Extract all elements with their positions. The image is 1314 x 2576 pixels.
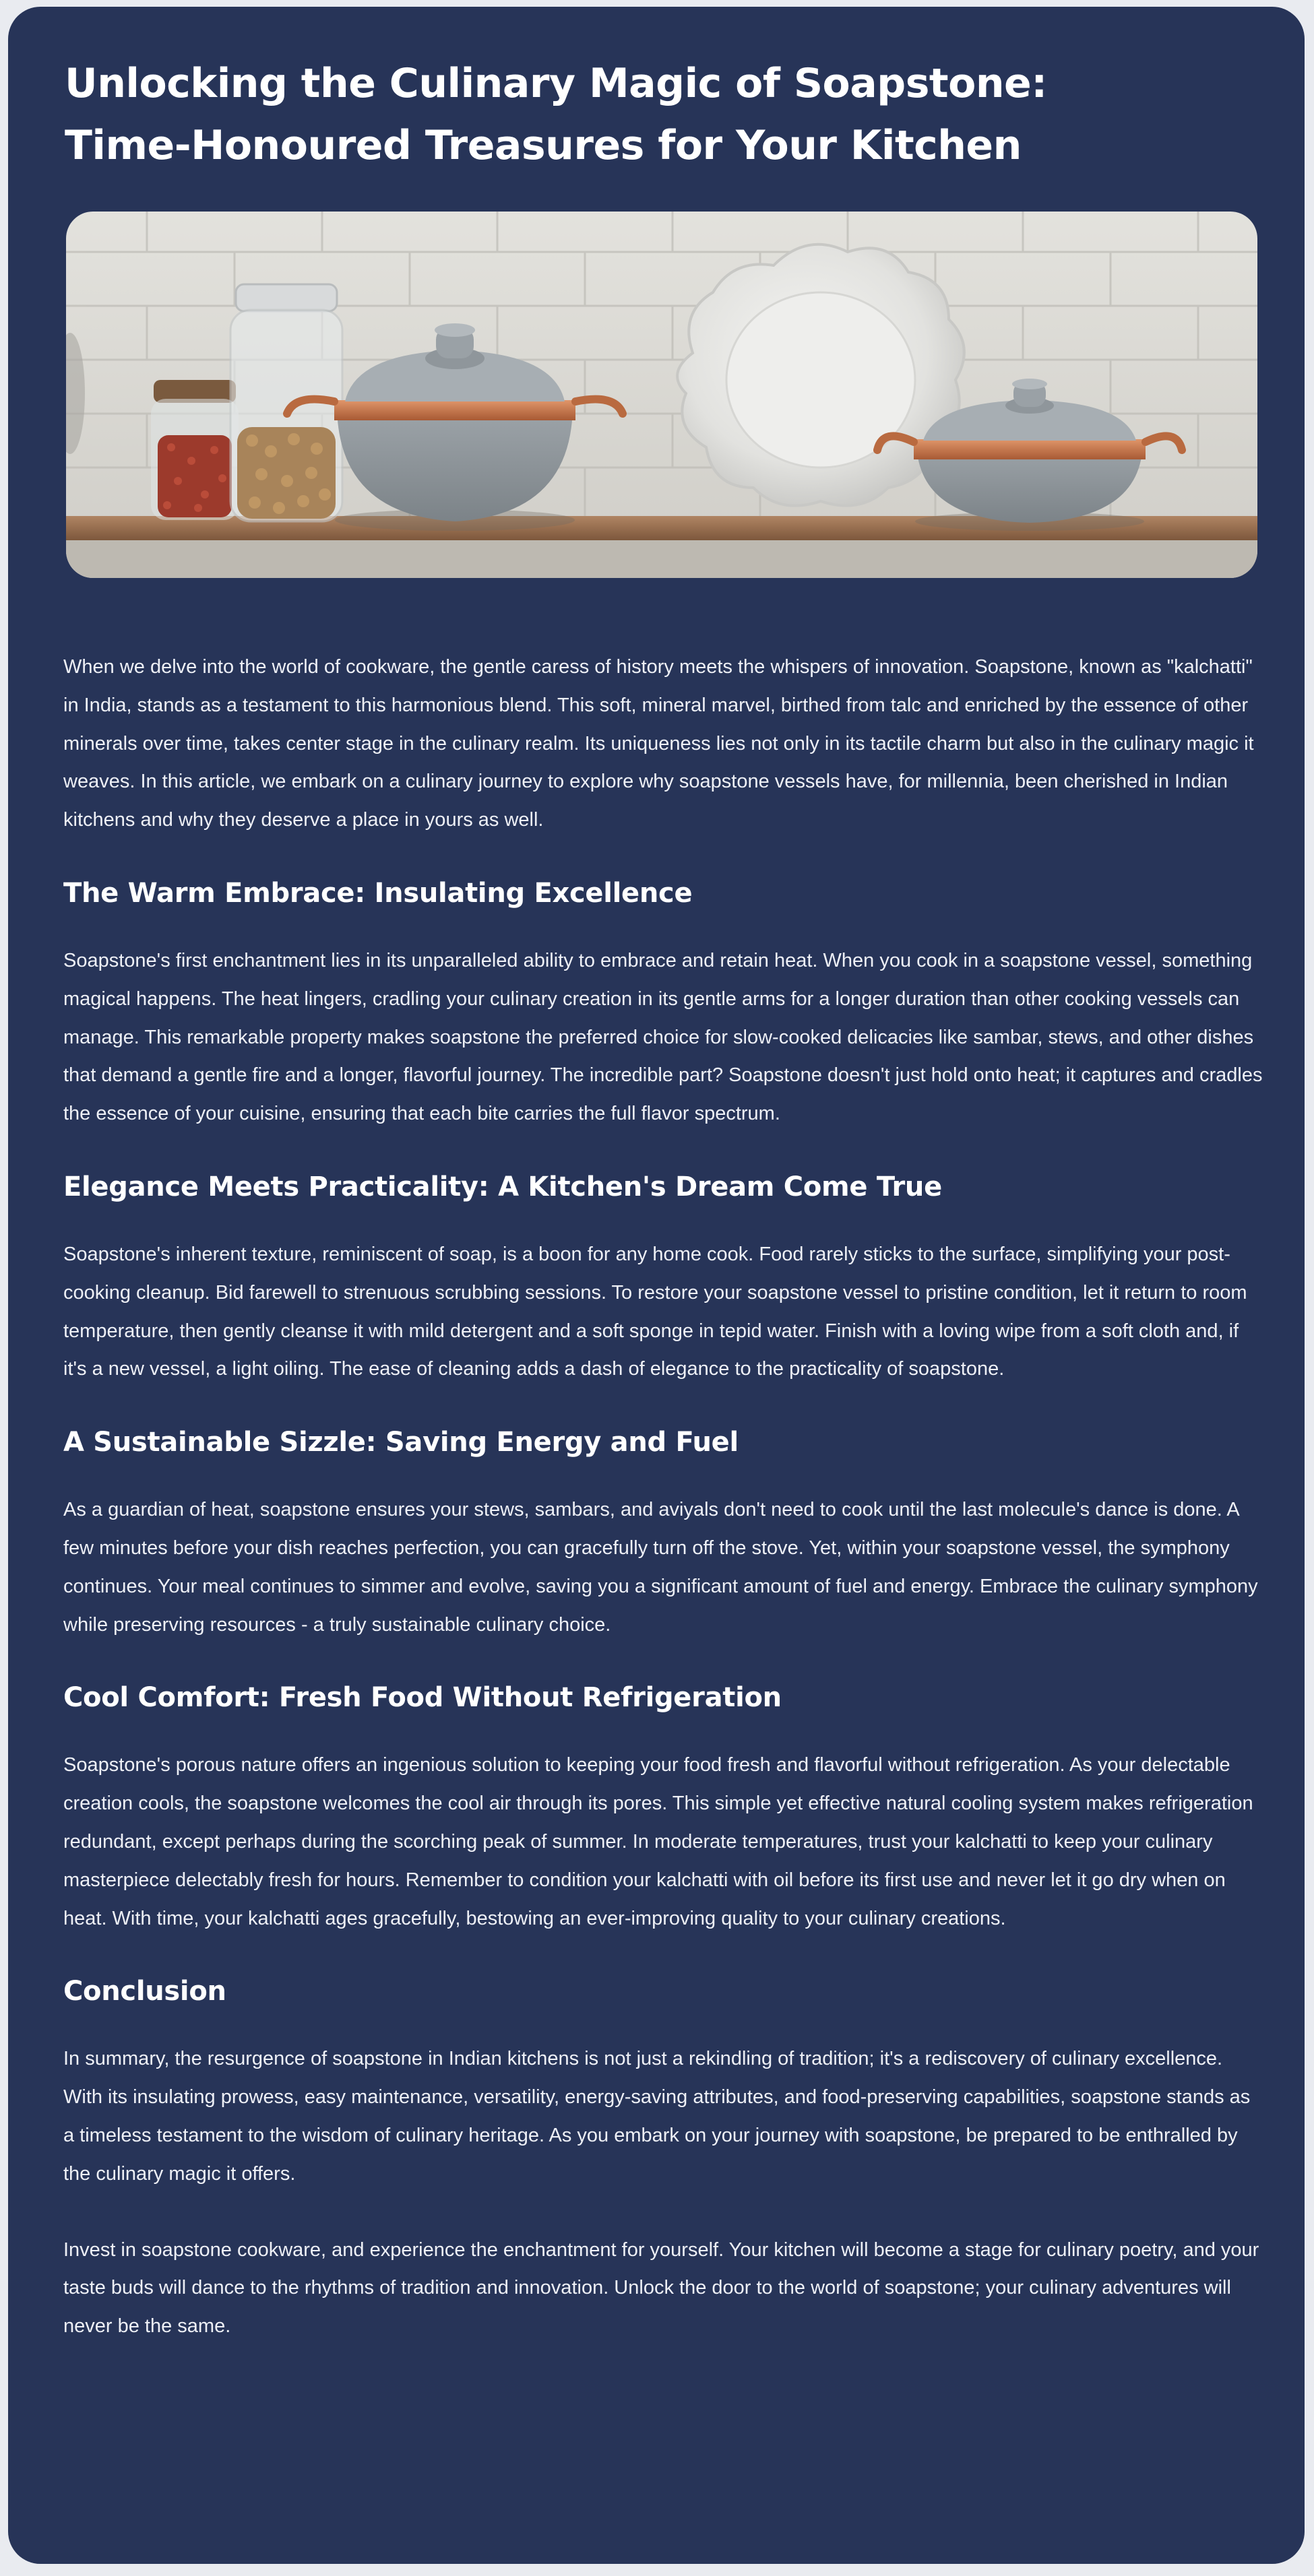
conclusion-heading: Conclusion bbox=[63, 1976, 226, 2007]
small-jar bbox=[151, 380, 239, 520]
article-body bbox=[63, 648, 1265, 2346]
section-paragraph: As a guardian of heat, soapstone ensures your stews, sambars, and aviyals don't need to cook until the last molecule's dance is done. A few minutes before your dish reaches perfection, you can gracefully turn off the stove. Yet, within your soapstone vessel, the symphony continues. Your meal continues to simmer and evolve, saving you a significant amount of fuel and energy. Embrace the culinary symphony while preserving resources - a truly sustainable culinary choice. bbox=[63, 1499, 1258, 1636]
intro-paragraph: When we delve into the world of cookware, the gentle caress of history meets the whispers of innovation. Soapstone, known as "kalchatti" in India, stands as a testament to this harmonious blend. This soft, mineral marvel, birthed from talc and enriched by the essence of other minerals over time, takes center stage in the culinary realm. Its uniqueness lies not only in its tactile charm but also in the culinary magic it weaves. In this article, we embark on a culinary journey to explore why soapstone vessels have, for millennia, been cherished in Indian kitchens and why they deserve a place in yours as well. bbox=[63, 656, 1254, 831]
article-title: Unlocking the Culinary Magic of Soapstone: Time-Honoured Treasures for Your Kitchen bbox=[65, 60, 1047, 169]
section-heading: Cool Comfort: Fresh Food Without Refrigeration bbox=[63, 1682, 782, 1714]
section-heading: A Sustainable Sizzle: Saving Energy and Fuel bbox=[63, 1427, 739, 1458]
section-practicality bbox=[63, 1168, 1265, 1388]
closing-paragraph: Invest in soapstone cookware, and experience the enchantment for yourself. Your kitchen will become a stage for culinary poetry, and your taste buds will dance to the rhythms of tradition and innovation. Unlock the door to the world of soapstone; your culinary adventures will never be the same. bbox=[63, 2239, 1259, 2338]
section-cool-comfort bbox=[63, 1679, 1265, 1937]
section-paragraph: Soapstone's first enchantment lies in its unparalleled ability to embrace and retain heat. When you cook in a soapstone vessel, something magical happens. The heat lingers, cradling your culinary creation in its gentle arms for a longer duration than other cooking vessels can manage. This remarkable property makes soapstone the preferred choice for slow-cooked delicacies like sambar, stews, and other dishes that demand a gentle fire and a longer, flavorful journey. The incredible part? Soapstone doesn't just hold onto heat; it captures and cradles the essence of your cuisine, ensuring that each bite carries the full flavor spectrum. bbox=[63, 949, 1263, 1125]
section-paragraph: Soapstone's porous nature offers an ingenious solution to keeping your food fresh and flavorful without refrigeration. As your delectable creation cools, the soapstone welcomes the cool air through its pores. This simple yet effective natural cooling system makes refrigeration redundant, except perhaps during the scorching peak of summer. In moderate temperatures, trust your kalchatti to keep your culinary masterpiece delectably fresh for hours. Remember to condition your kalchatti with oil before its first use and never let it go dry when on heat. With time, your kalchatti ages gracefully, bestowing an ever-improving quality to your culinary creations. bbox=[63, 1754, 1253, 1929]
section-sustainability bbox=[63, 1423, 1265, 1644]
soapstone-cookware-illustration bbox=[66, 212, 1257, 578]
hero-image bbox=[66, 212, 1257, 578]
conclusion-paragraph: In summary, the resurgence of soapstone in Indian kitchens is not just a rekindling of tradition; it's a rediscovery of culinary excellence. With its insulating prowess, easy maintenance, versatility, energy-saving attributes, and food-preserving capabilities, soapstone stands as a timeless testament to the wisdom of culinary heritage. As you embark on your journey with soapstone, be prepared to be enthralled by the culinary magic it offers. bbox=[63, 2048, 1251, 2185]
section-paragraph: Soapstone's inherent texture, reminiscent of soap, is a boon for any home cook. Food rarely sticks to the surface, simplifying your post-cooking cleanup. Bid farewell to strenuous scrubbing sessions. To restore your soapstone vessel to pristine condition, let it return to room temperature, then gently cleanse it with mild detergent and a soft sponge in tepid water. Finish with a loving wipe from a soft cloth and, if it's a new vessel, a light oiling. The ease of cleaning adds a dash of elegance to the practicality of soapstone. bbox=[63, 1243, 1247, 1380]
section-heading: Elegance Meets Practicality: A Kitchen's Dream Come True bbox=[63, 1171, 942, 1202]
article-card bbox=[8, 7, 1305, 2564]
section-heading: The Warm Embrace: Insulating Excellence bbox=[63, 877, 693, 909]
section-insulation bbox=[63, 874, 1265, 1133]
section-conclusion bbox=[63, 1972, 1265, 2346]
